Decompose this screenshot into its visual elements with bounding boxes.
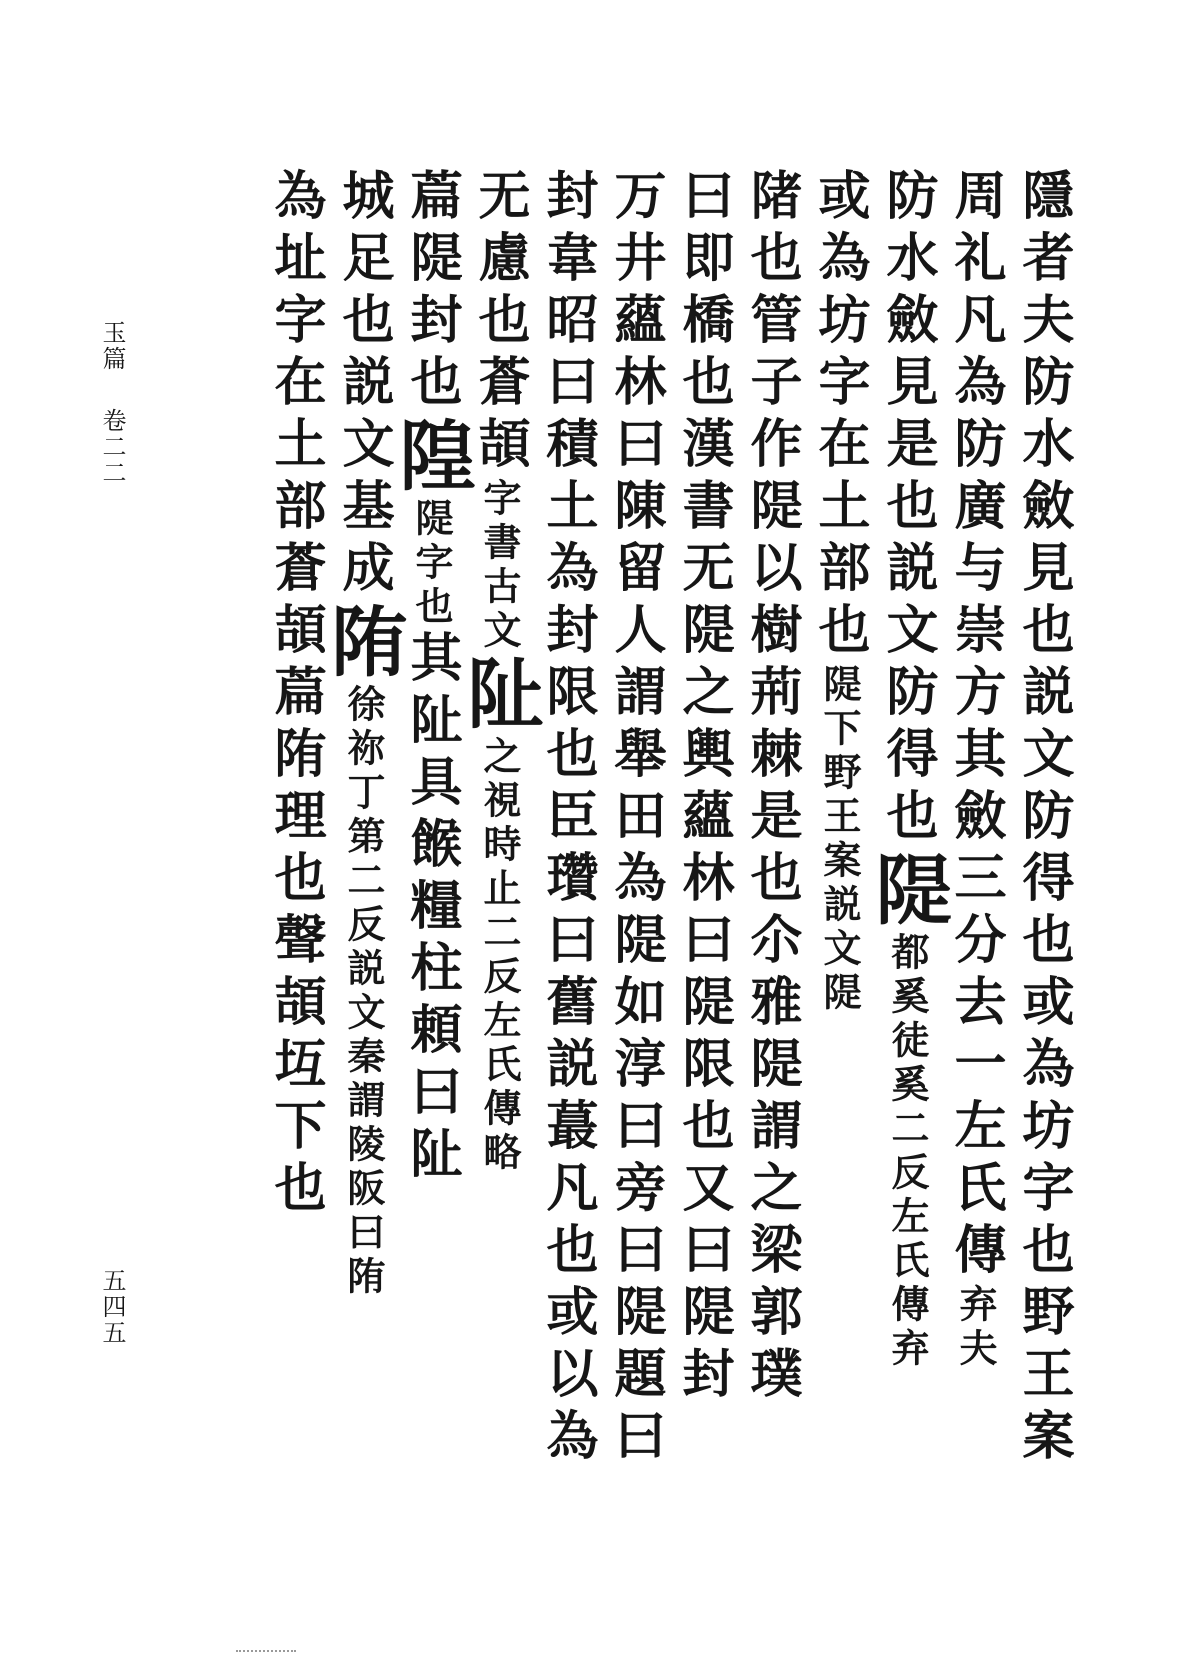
- body-text: 无慮也蒼頡: [469, 168, 530, 478]
- body-text: 為址字在土部: [265, 168, 326, 540]
- text-column: [863, 168, 952, 1548]
- text-column: [387, 168, 476, 1548]
- body-text: 封韋昭曰積土為封限也臣瓚曰舊説: [537, 168, 598, 1098]
- page-number: 五四五: [98, 1268, 126, 1346]
- annotation-text: 弃夫: [953, 1284, 998, 1372]
- text-column: [534, 168, 600, 1548]
- body-text: 或為坊字在土部也: [809, 168, 870, 664]
- body-text: 蒼頡萹陏理也聲頡: [265, 540, 326, 1036]
- annotation-text: 字書古文: [477, 478, 522, 654]
- headword: 隍: [387, 416, 476, 498]
- text-column: [455, 168, 544, 1548]
- body-text: 城足也説文基成: [333, 168, 394, 602]
- body-text: 防水斂見是也説文防得也: [877, 168, 938, 850]
- book-title: 玉篇: [98, 320, 126, 372]
- annotation-text: 之視時止二反左氏傳略: [477, 736, 522, 1176]
- headword: 陏: [319, 602, 408, 684]
- text-column: [262, 168, 328, 1548]
- annotation-text: 隄下野王案説文隄: [817, 664, 862, 1016]
- annotation-text: 徐祢丁第二反説文秦謂陵阪曰陏: [341, 684, 386, 1300]
- text-column: [319, 168, 408, 1548]
- body-text: 萹隄封也: [401, 168, 462, 416]
- body-text: 坘下也: [265, 1036, 326, 1222]
- annotation-text: 隄字也: [409, 498, 454, 630]
- volume-label: 卷二二: [98, 407, 126, 486]
- running-header: [94, 320, 130, 486]
- annotation-text: 都奚徒奚二反左氏傳弃: [885, 932, 930, 1372]
- body-text: 其阯具餱糧柱頼曰阯: [401, 630, 462, 1188]
- text-column: [670, 168, 736, 1548]
- body-text: 万井蘊林曰陳留人謂舉田為隄如淳曰旁曰隄題曰: [605, 168, 666, 1470]
- headword: 隄: [863, 850, 952, 932]
- text-column: [1010, 168, 1076, 1548]
- text-column: [602, 168, 668, 1548]
- body-text: 曰即橋也漢書无隄之輿蘊林曰隄限也又曰隄封: [673, 168, 734, 1408]
- text-column: [738, 168, 804, 1548]
- body-text: 隱者夫防水斂見也説文防得也或為坊字也野王案: [1013, 168, 1074, 1470]
- body-text: 陼也管子作隄以樹荊棘是也尒雅隄謂之梁郭璞: [741, 168, 802, 1408]
- footer-mark: [236, 1650, 296, 1656]
- body-text: 周礼凡為防廣与崇方其斂三分去一左氏傳: [945, 168, 1006, 1284]
- body-text: 蕞凡也或以為: [537, 1098, 598, 1470]
- headword: 阯: [455, 654, 544, 736]
- text-column: [806, 168, 872, 1548]
